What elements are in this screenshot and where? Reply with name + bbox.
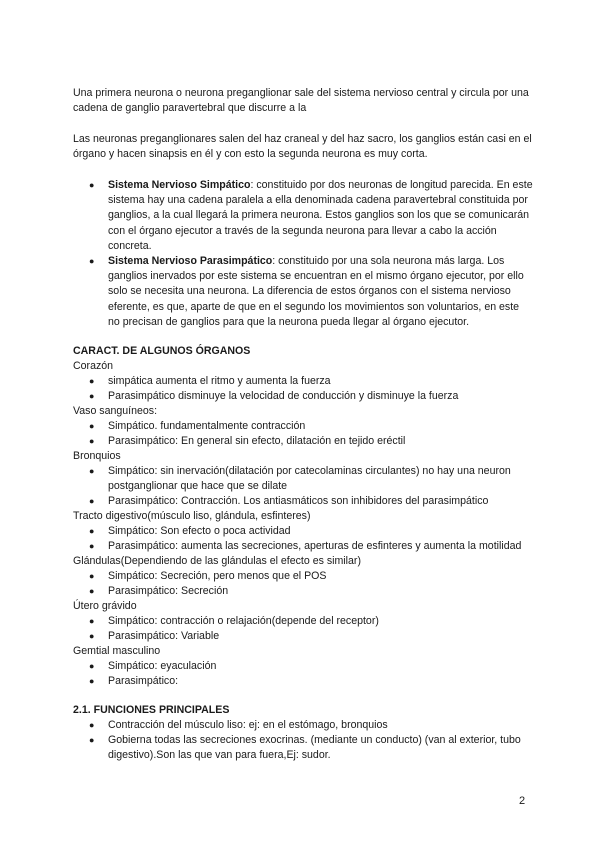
- effect-text: Parasimpático: Secreción: [108, 585, 229, 598]
- effect-text: Parasimpático: Variable: [108, 630, 220, 643]
- effect-text: Simpático: contracción o relajación(depende del receptor): [108, 615, 379, 628]
- bullet-icon: ●: [89, 720, 95, 731]
- organ-vasos: [73, 404, 533, 449]
- list-item: [89, 464, 538, 494]
- section-heading-functions: 2.1. FUNCIONES PRINCIPALES: [73, 704, 230, 717]
- organ-name: Gemtial masculino: [73, 645, 161, 658]
- bullet-icon: ●: [89, 496, 95, 507]
- list-item: [89, 659, 538, 674]
- effect-text: Simpático. fundamentalmente contracción: [108, 420, 306, 433]
- organ-genital-masculino: [73, 644, 533, 689]
- effect-text: Simpático: eyaculación: [108, 660, 217, 673]
- organ-name: Tracto digestivo(músculo liso, glándula, esfinteres): [73, 510, 311, 523]
- effect-text: Simpático: sin inervación(dilatación por catecolaminas circulantes) no hay una neuron postganglionar que hace que se dilate: [108, 465, 511, 493]
- description-parasympathetic: : constituido por una sola neurona más larga. Los ganglios inervados por este sistema se encuentran en el mismo órgano ejecutor, por ello solo se necesita una neurona. La diferencia de estos órganos con el sistema nervioso eferente, es que, aparte de que en el segundo los movimientos son voluntarios, en este no precisan de ganglios para que la neurona pueda llegar al órgano ejecutor.: [108, 255, 524, 328]
- organ-corazon: [73, 359, 533, 404]
- effect-text: Simpático: Son efecto o poca actividad: [108, 525, 291, 538]
- list-item: [89, 629, 538, 644]
- list-item-sympathetic: [89, 178, 533, 254]
- list-item: [89, 674, 538, 689]
- bullet-icon: ●: [89, 571, 95, 582]
- effect-text: Parasimpático disminuye la velocidad de conducción y disminuye la fuerza: [108, 390, 459, 403]
- function-text: Contracción del músculo liso: ej: en el estómago, bronquios: [108, 719, 388, 732]
- intro-paragraph-2: Las neuronas preganglionares salen del haz craneal y del haz sacro, los ganglios están casi en el órgano y hacen sinapsis en él y con esto la segunda neurona es muy corta.: [73, 133, 532, 160]
- effect-text: Parasimpático: En general sin efecto, dilatación en tejido eréctil: [108, 435, 406, 448]
- bullet-icon: ●: [89, 421, 95, 432]
- bullet-icon: ●: [89, 436, 95, 447]
- effect-text: Simpático: Secreción, pero menos que el POS: [108, 570, 327, 583]
- bullet-icon: ●: [89, 256, 95, 267]
- list-item-parasympathetic: [89, 254, 533, 330]
- list-item: [89, 733, 538, 763]
- bullet-icon: ●: [89, 631, 95, 642]
- organ-glandulas: [73, 554, 533, 599]
- description-sympathetic: : constituido por dos neuronas de longitud parecida. En este sistema hay una cadena paralela a ella denominada cadena paravertebral constituida por ganglios, a la cual llegará la primera neurona. Estos ganglios son los que se comunicarán con el órgano ejecutor a través de la segunda neurona para llevar a cabo la acción concreta.: [108, 179, 533, 252]
- organ-utero: [73, 599, 533, 644]
- list-item: [89, 584, 538, 599]
- bullet-icon: ●: [89, 376, 95, 387]
- function-text: Gobierna todas las secreciones exocrinas. (mediante un conducto) (van al exterior, tubo digestivo).Son las que van para fuera,Ej: sudor.: [108, 734, 521, 762]
- bullet-icon: ●: [89, 391, 95, 402]
- list-item: [89, 569, 538, 584]
- page-content: [73, 86, 533, 763]
- page-number: 2: [519, 795, 526, 807]
- bullet-icon: ●: [89, 676, 95, 687]
- list-item: [89, 374, 538, 389]
- bullet-icon: ●: [89, 541, 95, 552]
- bullet-icon: ●: [89, 180, 95, 190]
- list-item: [89, 494, 538, 509]
- intro-paragraph-1: Una primera neurona o neurona preganglionar sale del sistema nervioso central y circula por una cadena de ganglio paravertebral que discurre a la: [73, 87, 529, 114]
- functions-list: [89, 718, 538, 763]
- list-item: [89, 718, 538, 733]
- bullet-icon: ●: [89, 616, 95, 627]
- bullet-icon: ●: [89, 661, 95, 672]
- nervous-system-list: [89, 178, 533, 330]
- list-item: [89, 524, 538, 539]
- organ-name: Corazón: [73, 360, 114, 373]
- bullet-icon: ●: [89, 735, 95, 746]
- organ-tracto-digestivo: [73, 509, 533, 554]
- organ-name: Útero grávido: [73, 600, 137, 613]
- organ-name: Glándulas(Dependiendo de las glándulas el efecto es similar): [73, 555, 361, 568]
- organ-name: Bronquios: [73, 450, 121, 463]
- section-heading-organs: CARACT. DE ALGUNOS ÓRGANOS: [73, 345, 251, 358]
- effect-text: Parasimpático:: [108, 675, 179, 688]
- effect-text: simpática aumenta el ritmo y aumenta la fuerza: [108, 375, 331, 388]
- organ-name: Vaso sanguíneos:: [73, 405, 158, 418]
- list-item: [89, 434, 538, 449]
- bullet-icon: ●: [89, 526, 95, 537]
- effect-text: Parasimpático: Contracción. Los antiasmáticos son inhibidores del parasimpático: [108, 495, 489, 508]
- organ-bronquios: [73, 449, 533, 509]
- list-item: [89, 419, 538, 434]
- list-item: [89, 539, 538, 554]
- bullet-icon: ●: [89, 586, 95, 597]
- bullet-icon: ●: [89, 466, 95, 477]
- effect-text: Parasimpático: aumenta las secreciones, aperturas de esfinteres y aumenta la motilidad: [108, 540, 522, 553]
- list-item: [89, 389, 538, 404]
- term-parasympathetic: Sistema Nervioso Parasimpático: [108, 255, 273, 268]
- term-sympathetic: Sistema Nervioso Simpático: [108, 179, 251, 191]
- list-item: [89, 614, 538, 629]
